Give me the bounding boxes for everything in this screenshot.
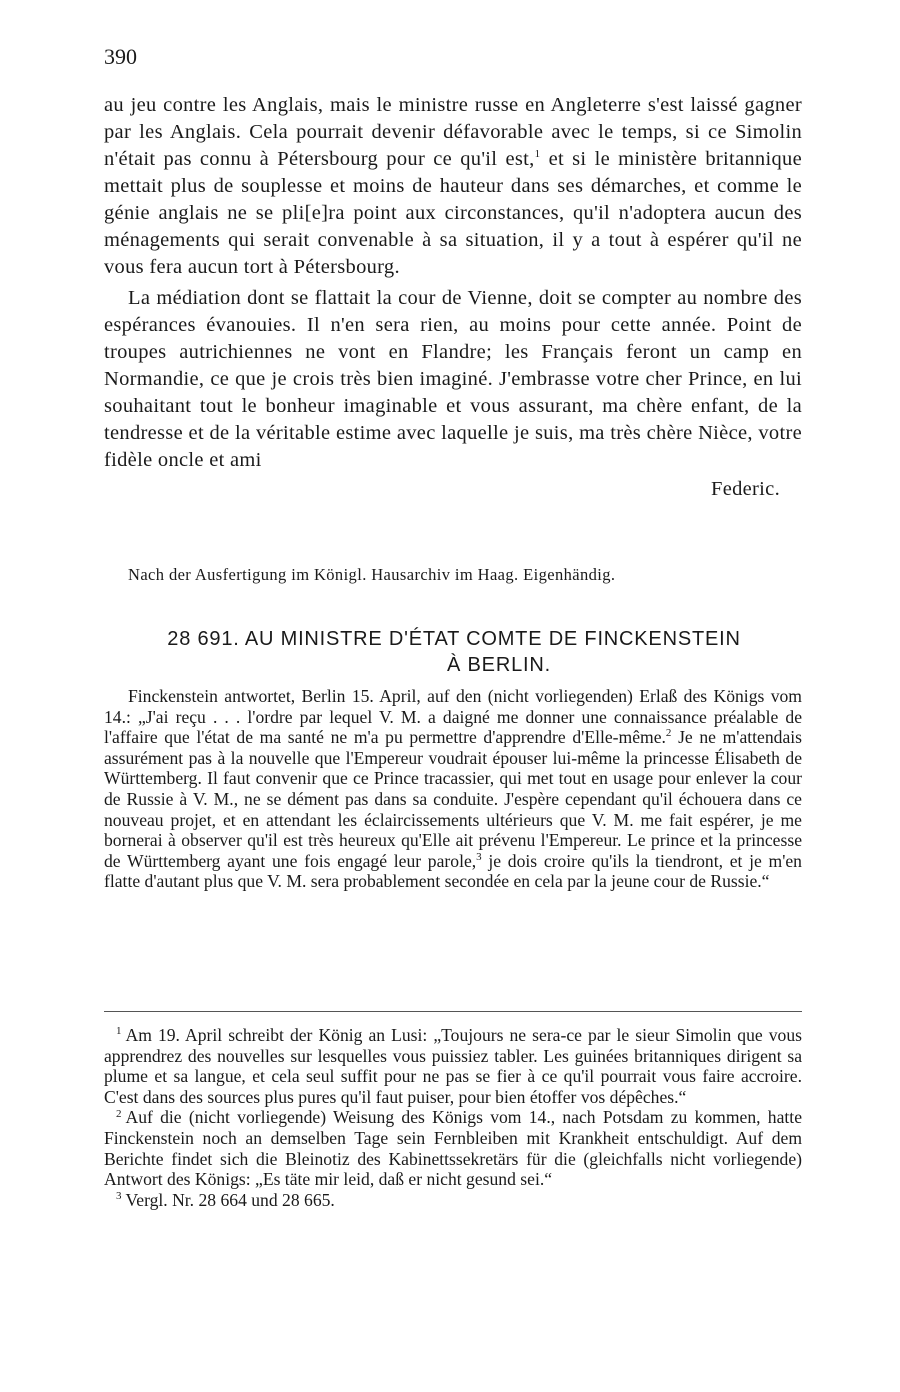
footnote-mark-3: 3: [116, 1189, 122, 1202]
footnote-divider: [104, 1011, 802, 1012]
summary-text: [104, 686, 802, 892]
letter-paragraph-1-text: au jeu contre les Anglais, mais le ministre russe en Angleterre s'est laissé gagner par les Anglais. Cela pourrait devenir défavorable avec le temps, si ce Simolin n'était pas connu à Pétersbourg pour ce qu'il est,: [104, 94, 802, 170]
source-note: Nach der Ausfertigung im Königl. Hausarchiv im Haag. Eigenhändig.: [128, 565, 616, 584]
footnote-reference-3[interactable]: 3: [476, 850, 482, 863]
letter-paragraph-2: La médiation dont se flattait la cour de Vienne, doit se compter au nombre des espérances évanouies. Il n'en sera rien, au moins pour cette année. Point de troupes autrichiennes ne vont en Flandre; les Français feront un camp en Normandie, ce que je crois très bien imaginé. J'embrasse votre cher Prince, en lui souhaitant tout le bonheur imaginable et vous assurant, ma chère enfant, de la tendresse et de la véritable estime avec laquelle je suis, ma très chère Nièce, votre fidèle oncle et ami: [104, 287, 802, 471]
footnote-1: [104, 1025, 802, 1107]
heading-line-2: À BERLIN.: [447, 654, 551, 676]
footnote-2: [104, 1107, 802, 1189]
footnotes: [104, 1025, 802, 1210]
footnote-mark-2: 2: [116, 1107, 122, 1120]
footnote-text-3: Vergl. Nr. 28 664 und 28 665.: [125, 1189, 335, 1210]
heading-line-1: 28 691. AU MINISTRE D'ÉTAT COMTE DE FINCKENSTEIN: [167, 628, 741, 650]
signature: Federic.: [711, 478, 780, 500]
footnote-reference-2[interactable]: 2: [665, 727, 672, 740]
footnote-3: [104, 1190, 802, 1211]
letter-paragraph-1: [104, 92, 802, 281]
letter-paragraph-1-continued: et si le ministère britannique mettait plus de souplesse et moins de hauteur dans ses démarches, et comme le génie anglais ne se pli[e]ra point aux circonstances, qu'il n'adoptera aucun des ménagements qui serait convenable à sa situation, il y a tout à espérer qu'il ne vous fera aucun tort à Pétersbourg.: [104, 148, 802, 278]
page-number: 390: [104, 44, 137, 69]
summary-part-3: je dois croire qu'ils la tiendront, et je m'en flatte d'autant plus que V. M. sera probablement secondée en cela par la jeune cour de Russie.“: [104, 850, 802, 892]
letter-text: [104, 92, 802, 503]
document-heading: [104, 626, 804, 678]
summary-part-2: Je ne m'attendais assurément pas à la nouvelle que l'Empereur voudrait épouser lui-même la princesse Élisabeth de Württemberg. Il faut convenir que ce Prince tracassier, qui met tout en usage pour enlever la cour de Russie à V. M., ne se dément pas dans sa conduite. J'espère cependant qu'il échouera dans ce nouveau projet, et en attendant les éclaircissements ultérieurs que V. M. me fait espérer, je me bornerai à observer qu'il est très heureux qu'Elle ait prévenu l'Empereur. Le prince et la princesse de Württemberg ayant une fois engagé leur parole,: [104, 727, 802, 871]
summary-paragraph: [104, 686, 802, 892]
footnote-reference-1[interactable]: 1: [534, 148, 541, 161]
footnote-text-2: Auf die (nicht vorliegende) Weisung des Königs vom 14., nach Potsdam zu kommen, hatte Finckenstein noch an demselben Tage sein Fernbleiben mit Krankheit entschuldigt. Auf dem Berichte findet sich die Bleinotiz des Kabinettssekretärs für die (gleichfalls nicht vorliegende) Antwort des Königs: „Es täte mir leid, daß er nicht gesund sei.“: [104, 1107, 802, 1190]
summary-part-1: Finckenstein antwortet, Berlin 15. April, auf den (nicht vorliegenden) Erlaß des Königs vom 14.: „J'ai reçu . . . l'ordre par lequel V. M. a daigné me donner une connaissance préalable de l'affaire que l'état de ma santé ne m'a pu permettre d'apprendre d'Elle-même.: [104, 686, 802, 748]
footnote-mark-1: 1: [116, 1025, 122, 1038]
footnote-text-1: Am 19. April schreibt der König an Lusi: „Toujours ne sera-ce par le sieur Simolin que vous apprendrez des nouvelles sur lesquelles vous puissiez tabler. Les guinées britanniques dirigent sa plume et sa langue, et cela seul suffit pour ne pas se fier à ce qu'il pourrait vous faire accroire. C'est dans des sources plus pures qu'il faut puiser, pour bien étoffer vos dépêches.“: [104, 1025, 802, 1107]
